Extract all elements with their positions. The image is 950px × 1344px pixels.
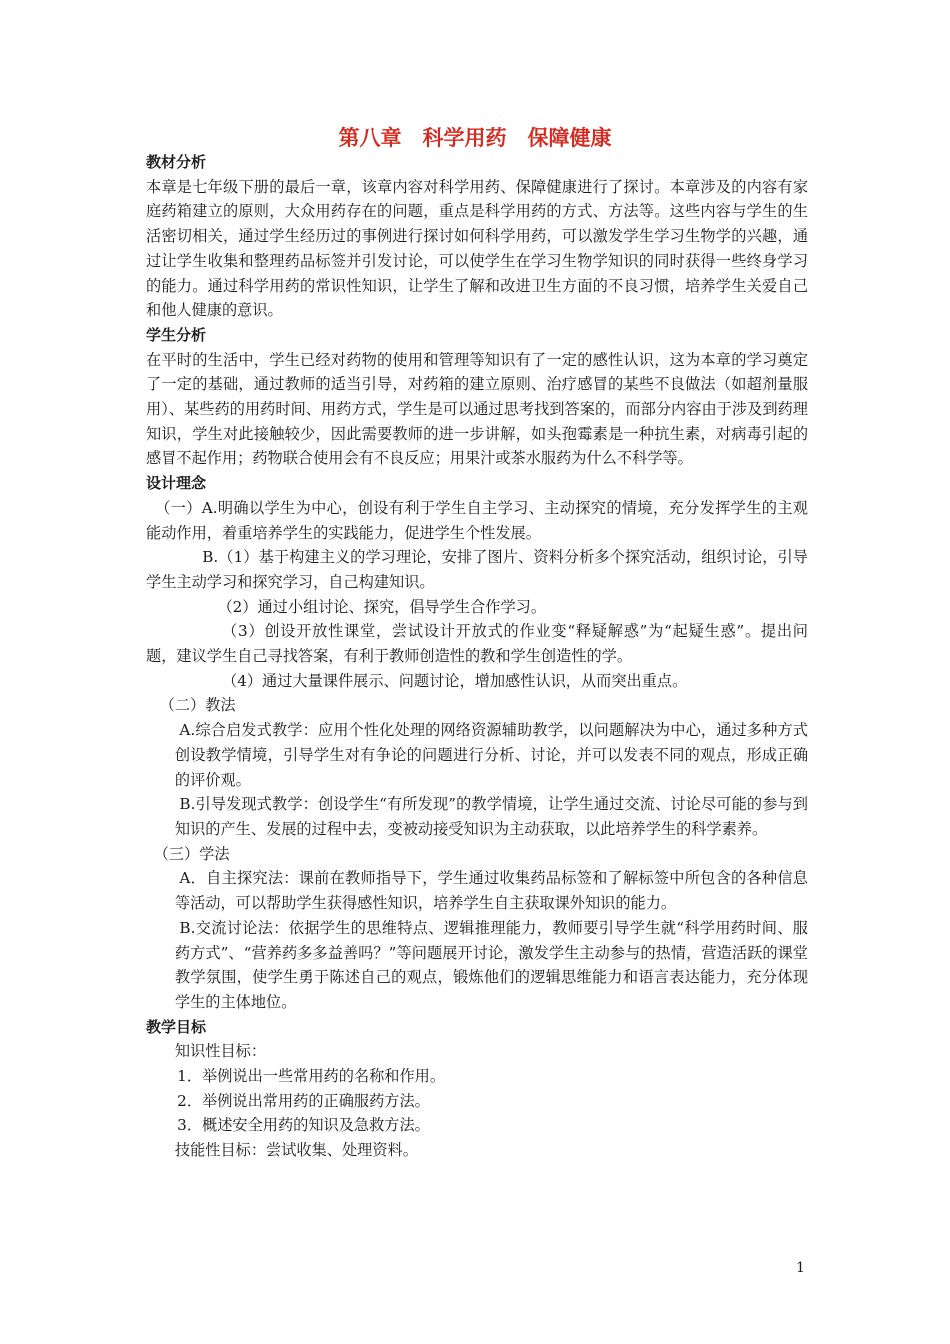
goal-item-2: 2．举例说出常用药的正确服药方法。 [177, 1091, 430, 1110]
goal-item-1: 1．举例说出一些常用药的名称和作用。 [177, 1067, 446, 1086]
subsection-heading-teaching-method: （二）教法 [159, 696, 236, 715]
page-title: 第八章 科学用药 保障健康 [338, 126, 612, 150]
design-paragraph-3: （2）通过小组讨论、探究，倡导学生合作学习。 [217, 597, 547, 616]
knowledge-goals-label: 知识性目标： [174, 1042, 266, 1061]
design-paragraph-4: （3）创设开放性课堂，尝试设计开放式的作业变“释疑解惑”为“起疑生惑”。提出问题，建议学生自己寻找答案，有利于教师创造性的教和学生创造性的学。 [146, 622, 808, 666]
material-paragraph: 本章是七年级下册的最后一章，该章内容对科学用药、保障健康进行了探讨。本章涉及的内容有家庭药箱建立的原则，大众用药存在的问题，重点是科学用药的方式、方法等。这些内容与学生的生活密切相关，通过学生经历过的事例进行探讨如何科学用药，可以激发学生学习生物学的兴趣，通过让学生收集和整理药品标签并引发讨论，可以使学生在学习生物学知识的同时获得一些终身学习的能力。通过科学用药的常识性知识，让学生了解和改进卫生方面的不良习惯，培养学生关爱自己和他人健康的意识。 [146, 177, 808, 320]
page-number: 1 [796, 1260, 805, 1276]
subsection-heading-learning-method: （三）学法 [153, 844, 230, 863]
skill-goals: 技能性目标：尝试收集、处理资料。 [174, 1141, 418, 1160]
teaching-method-b: B.引导发现式教学：创设学生“有所发现”的教学情境，让学生通过交流、讨论尽可能的参与到知识的产生、发展的过程中去，变被动接受知识为主动获取，以此培养学生的科学素养。 [174, 795, 808, 838]
design-paragraph-1: （一）A.明确以学生为中心，创设有利于学生自主学习、主动探究的情境，充分发挥学生的主观能动作用，着重培养学生的实践能力，促进学生个性发展。 [146, 498, 808, 542]
section-heading-goals: 教学目标 [146, 1017, 207, 1036]
design-paragraph-5: （4）通过大量课件展示、问题讨论，增加感性认识，从而突出重点。 [222, 671, 688, 690]
section-heading-student: 学生分析 [146, 325, 207, 344]
student-paragraph: 在平时的生活中，学生已经对药物的使用和管理等知识有了一定的感性认识，这为本章的学习奠定了一定的基础，通过教师的适当引导，对药箱的建立原则、治疗感冒的某些不良做法（如超剂量服用）、某些药的用药时间、用药方式，学生是可以通过思考找到答案的，而部分内容由于涉及到药理知识，学生对此接触较少，因此需要教师的进一步讲解，如头孢霉素是一种抗生素，对病毒引起的感冒不起作用；药物联合使用会有不良反应；用果汁或茶水服药为什么不科学等。 [146, 350, 808, 468]
section-heading-material: 教材分析 [146, 153, 207, 171]
teaching-method-a: A.综合启发式教学：应用个性化处理的网络资源辅助教学，以问题解决为中心，通过多种方式创设教学情境，引导学生对有争论的问题进行分析、讨论，并可以发表不同的观点，形成正确的评价观。 [174, 721, 808, 789]
document-body [146, 150, 808, 1163]
design-paragraph-2: B.（1）基于构建主义的学习理论，安排了图片、资料分析多个探究活动，组织讨论，引导学生主动学习和探究学习，自己构建知识。 [146, 548, 808, 591]
goal-item-3: 3．概述安全用药的知识及急救方法。 [177, 1116, 430, 1135]
learning-method-b: B.交流讨论法：依据学生的思维特点、逻辑推理能力，教师要引导学生就“科学用药时间、服药方式”、“营养药多多益善吗？”等问题展开讨论，激发学生主动参与的热情，营造活跃的课堂教学氛围，使学生勇于陈述自己的观点，锻炼他们的逻辑思维能力和语言表达能力，充分体现学生的主体地位。 [174, 918, 808, 1011]
learning-method-a: A．自主探究法：课前在教师指导下，学生通过收集药品标签和了解标签中所包含的各种信息等活动，可以帮助学生获得感性知识，培养学生自主获取课外知识的能力。 [174, 869, 808, 913]
section-heading-design: 设计理念 [146, 474, 207, 493]
